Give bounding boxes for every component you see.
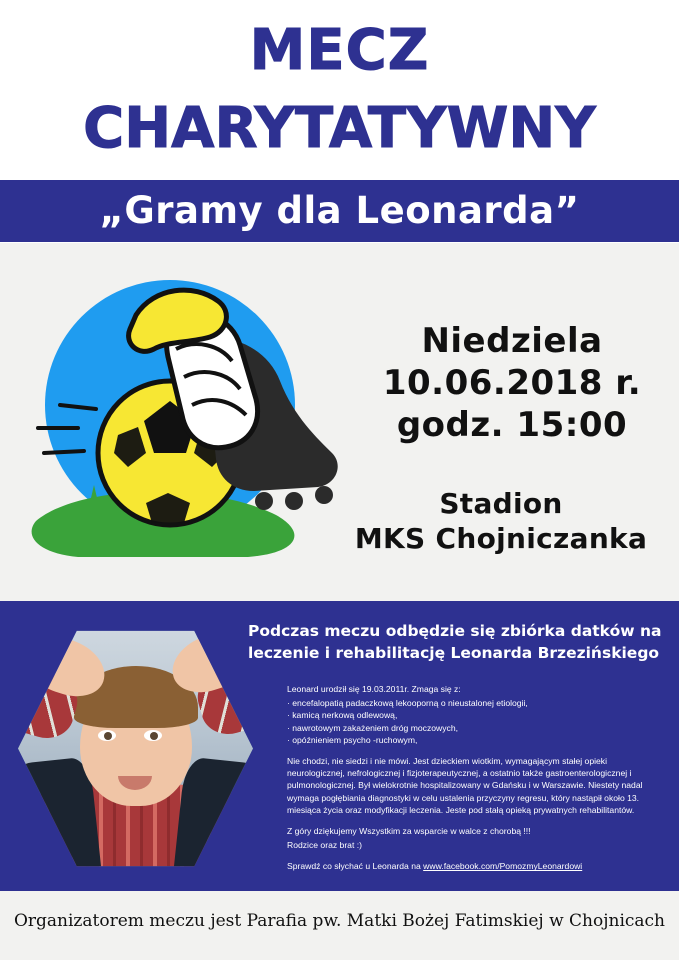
event-venue: [330, 486, 672, 556]
subtitle-band: [0, 180, 679, 242]
list-item: · nawrotowym zakażeniem dróg moczowych,: [287, 722, 458, 733]
info-panel: [0, 601, 679, 891]
list-item: · kamicą nerkową odlewową,: [287, 710, 398, 721]
page-title-line1: MECZ: [249, 18, 430, 83]
poster-footer: [0, 891, 679, 960]
conditions-list: [287, 697, 665, 746]
football-boot-and-ball-illustration: [18, 253, 348, 583]
poster-header: [0, 0, 679, 243]
panel-heading: Podczas meczu odbędzie się zbiórka datków na leczenie i rehabilitację Leonarda Brzezińskiego: [248, 622, 662, 663]
photo-pupil-right: [150, 732, 158, 740]
event-datetime: [352, 321, 672, 446]
panel-description: Nie chodzi, nie siedzi i nie mówi. Jest dzieckiem wiotkim, wymagającym stałej opieki neurologicznej, nefrologicznej i fizjoterapeutycznej, a ostatnio także gastroenterologicznej i pulmonologicznej. Był wielokrotnie hospitalizowany w Gdańsku i w Warszawie. Niestety nadal wymaga pogłębiania diagnostyki w celu ustalenia przyczyny regresu, który nastąpił około 13. miesiąca życia oraz modyfikacji leczenia. Jeste pod stałą opieką prywatnych rehabilitantów.: [287, 756, 643, 815]
photo-pupil-left: [104, 732, 112, 740]
venue-line1: Stadion: [439, 487, 563, 520]
child-photo: [18, 626, 253, 871]
event-date: 10.06.2018 r.: [382, 362, 642, 403]
facebook-link[interactable]: www.facebook.com/PomozmyLeonardowi: [423, 861, 583, 872]
page-subtitle: „Gramy dla Leonarda”: [99, 189, 580, 232]
event-time: godz. 15:00: [396, 404, 628, 445]
facebook-line: [287, 860, 665, 872]
child-photo-hexagon: [18, 626, 253, 871]
thanks-line-1: Z góry dziękujemy Wszystkim za wsparcie w walce z chorobą !!!: [287, 826, 531, 837]
panel-body: [287, 683, 665, 882]
panel-intro: Leonard urodził się 19.03.2011r. Zmaga się z:: [287, 684, 461, 694]
page-title-line2: CHARYTATYWNY: [83, 96, 596, 161]
list-item: · encefalopatią padaczkową lekooporną o nieustalonej etiologii,: [287, 698, 528, 709]
organizer-text: Organizatorem meczu jest Parafia pw. Matki Bożej Fatimskiej w Chojnicach: [13, 911, 666, 931]
poster-middle: [0, 243, 679, 601]
list-item: · opóźnieniem psycho -ruchowym,: [287, 734, 418, 745]
thanks-line-2: Rodzice oraz brat :): [287, 840, 362, 851]
event-day: Niedziela: [421, 321, 603, 361]
facebook-prefix: Sprawdź co słychać u Leonarda na: [287, 861, 424, 872]
venue-line2: MKS Chojniczanka: [354, 522, 648, 555]
